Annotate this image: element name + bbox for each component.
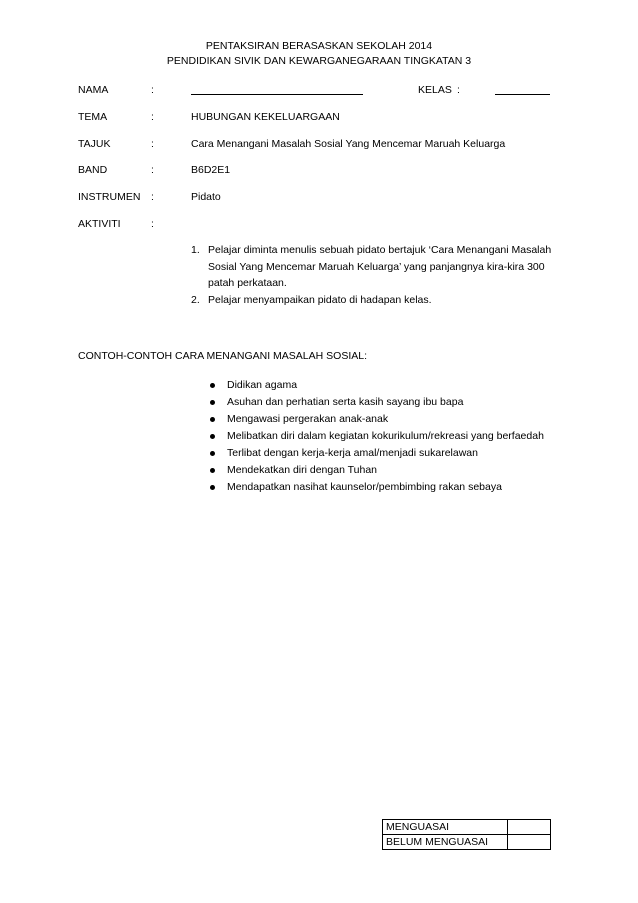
bullet-icon (210, 400, 215, 405)
activity-item (191, 242, 571, 292)
nama-colon: : (151, 84, 154, 96)
nama-label: NAMA (78, 84, 109, 96)
menguasai-checkbox[interactable] (508, 820, 551, 835)
belum-menguasai-checkbox[interactable] (508, 835, 551, 850)
bullet-icon (210, 468, 215, 473)
tema-label: TEMA (78, 111, 108, 123)
activity-number: 1. (191, 244, 200, 256)
band-label: BAND (78, 164, 108, 176)
tajuk-value: Cara Menangani Masalah Sosial Yang Mencemar Maruah Keluarga (191, 138, 506, 150)
bullet-icon (210, 383, 215, 388)
tema-colon: : (151, 111, 154, 123)
examples-heading: CONTOH-CONTOH CARA MENANGANI MASALAH SOSIAL: (78, 350, 367, 362)
list-item: Terlibat dengan kerja-kerja amal/menjadi sukarelawan (210, 445, 544, 462)
instrumen-label: INSTRUMEN (78, 191, 141, 203)
bullet-icon (210, 451, 215, 456)
bullet-icon (210, 485, 215, 490)
list-item: Mengawasi pergerakan anak-anak (210, 411, 544, 428)
list-item: Didikan agama (210, 377, 544, 394)
activity-list (191, 242, 571, 308)
bullet-icon (210, 434, 215, 439)
band-value: B6D2E1 (191, 164, 231, 176)
table-row (383, 835, 551, 850)
header-subtitle: PENDIDIKAN SIVIK DAN KEWARGANEGARAAN TINGKATAN 3 (166, 55, 472, 67)
activity-text: Pelajar diminta menulis sebuah pidato bertajuk ‘Cara Menangani Masalah Sosial Yang Mencemar Maruah Keluarga’ yang panjangnya kira-kira 300 patah perkataan. (208, 244, 552, 289)
list-item: Mendekatkan diri dengan Tuhan (210, 462, 544, 479)
nama-blank-line[interactable] (191, 84, 363, 95)
instrumen-value: Pidato (191, 191, 221, 203)
kelas-label: KELAS (418, 84, 452, 96)
instrumen-colon: : (151, 191, 154, 203)
activity-number: 2. (191, 293, 200, 306)
status-table (382, 819, 551, 850)
list-item: Asuhan dan perhatian serta kasih sayang ibu bapa (210, 394, 544, 411)
menguasai-label: MENGUASAI (383, 820, 508, 835)
kelas-colon: : (457, 84, 460, 96)
tema-value: HUBUNGAN KEKELUARGAAN (191, 111, 340, 123)
belum-menguasai-label: BELUM MENGUASAI (383, 835, 508, 850)
tajuk-label: TAJUK (78, 138, 111, 150)
list-item: Melibatkan diri dalam kegiatan kokurikulum/rekreasi yang berfaedah (210, 428, 544, 445)
examples-list (210, 377, 544, 496)
band-colon: : (151, 164, 154, 176)
bullet-icon (210, 417, 215, 422)
kelas-blank-line[interactable] (495, 84, 550, 95)
aktiviti-label: AKTIVITI (78, 218, 121, 230)
activity-text: Pelajar menyampaikan pidato di hadapan kelas. (208, 293, 432, 306)
aktiviti-colon: : (151, 218, 154, 230)
table-row (383, 820, 551, 835)
activity-item (191, 292, 571, 309)
list-item: Mendapatkan nasihat kaunselor/pembimbing rakan sebaya (210, 479, 544, 496)
header-title: PENTAKSIRAN BERASASKAN SEKOLAH 2014 (205, 40, 433, 52)
tajuk-colon: : (151, 138, 154, 150)
